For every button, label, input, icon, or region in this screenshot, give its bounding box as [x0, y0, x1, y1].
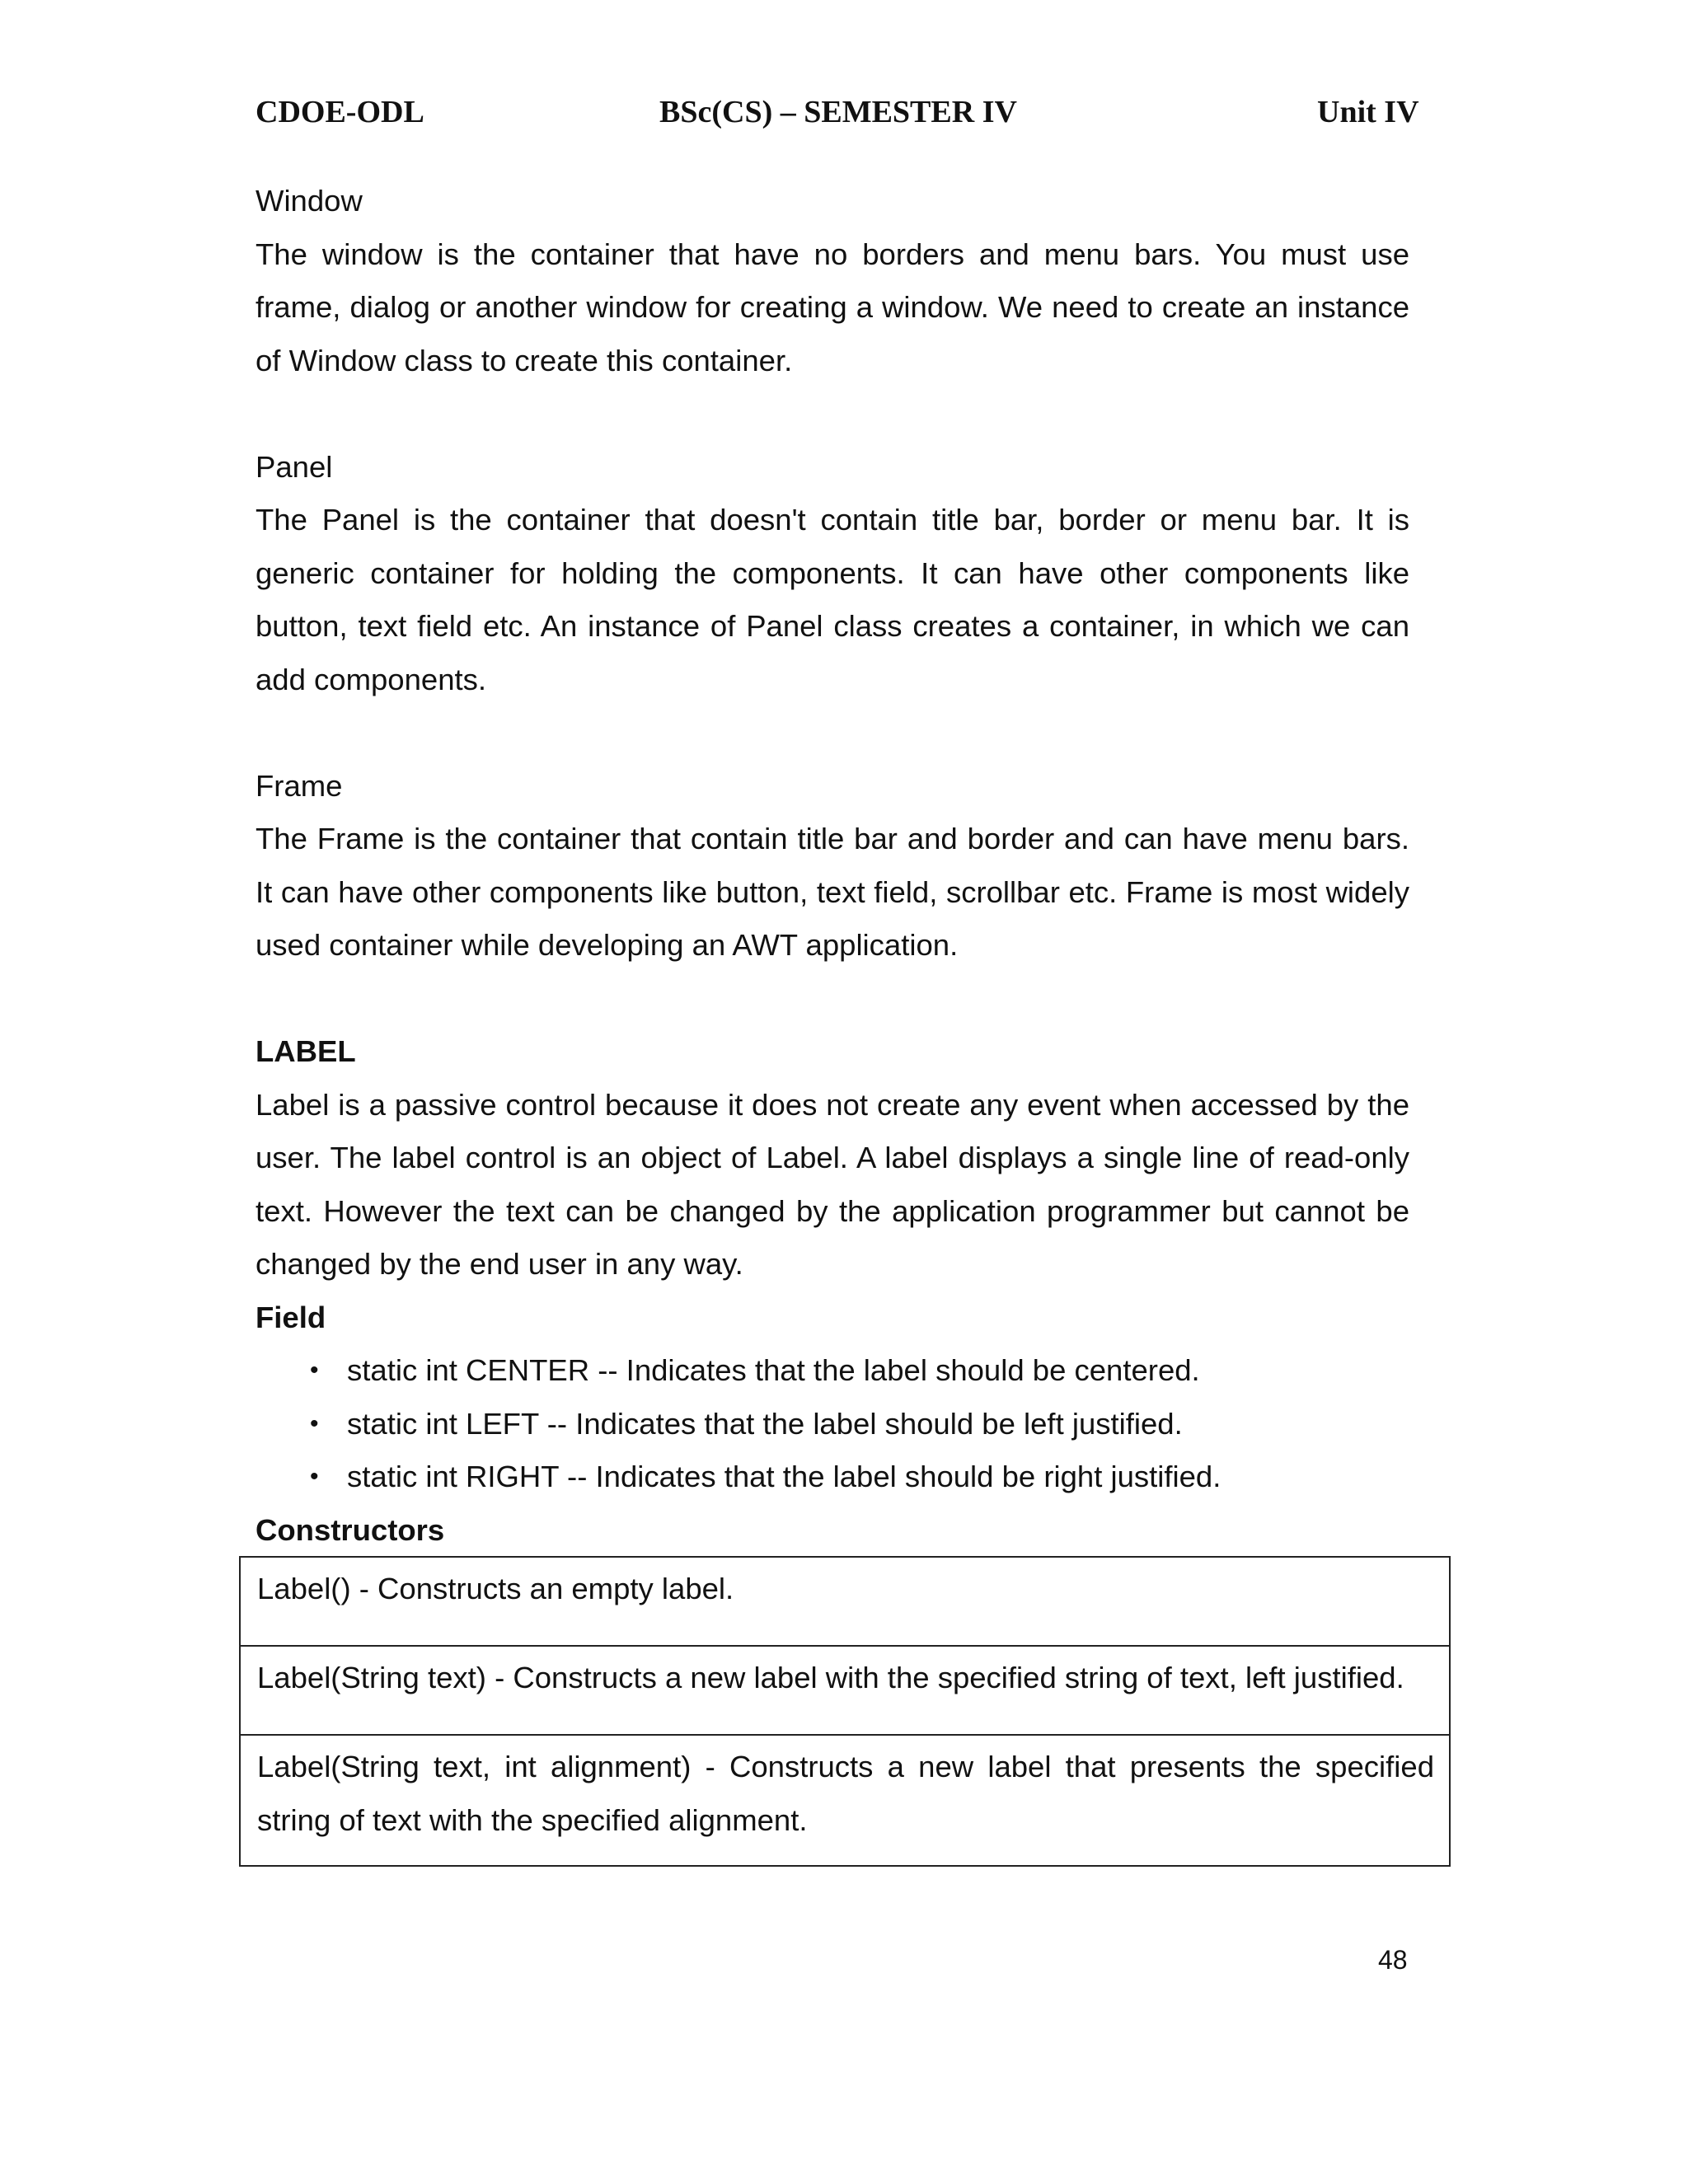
bullet-icon: •	[310, 1409, 319, 1437]
frame-heading: Frame	[256, 768, 343, 803]
table-row	[240, 1735, 1450, 1866]
panel-paragraph: The Panel is the container that doesn't contain title bar, border or menu bar. It is generic container for holding the components. It can have other components like button, text field etc. An instance of Panel class creates a container, in which we can add components.	[256, 503, 1409, 696]
field-item-text: static int RIGHT -- Indicates that the label should be right justified.	[347, 1460, 1221, 1493]
bullet-icon: •	[310, 1463, 319, 1490]
frame-paragraph: The Frame is the container that contain title bar and border and can have menu bars. It can have other components like button, text field, scrollbar etc. Frame is most widely used container while developing an AWT application.	[256, 822, 1409, 962]
list-item	[256, 1451, 1409, 1504]
header-institution: CDOE-ODL	[256, 95, 424, 129]
field-item-text: static int LEFT -- Indicates that the label should be left justified.	[347, 1406, 1183, 1441]
page-number: 48	[1378, 1945, 1408, 1975]
list-item	[256, 1344, 1409, 1398]
constructors-heading: Constructors	[256, 1512, 445, 1547]
bullet-icon: •	[310, 1357, 319, 1384]
window-paragraph: The window is the container that have no borders and menu bars. You must use frame, dialog or another window for creating a window. We need to create an instance of Window class to create this container.	[256, 237, 1409, 377]
constructors-table	[239, 1556, 1451, 1867]
table-row	[240, 1557, 1450, 1646]
table-cell: Label(String text, int alignment) - Constructs a new label that presents the specified string of text with the specified alignment.	[240, 1735, 1450, 1866]
window-heading: Window	[256, 184, 363, 218]
header-course: BSc(CS) – SEMESTER IV	[659, 95, 1017, 129]
header-unit: Unit IV	[1317, 95, 1419, 129]
field-list	[256, 1344, 1409, 1504]
table-cell: Label() - Constructs an empty label.	[240, 1557, 1450, 1646]
panel-heading: Panel	[256, 449, 333, 484]
field-item-text: static int CENTER -- Indicates that the label should be centered.	[347, 1353, 1200, 1387]
table-cell: Label(String text) - Constructs a new label with the specified string of text, left justified.	[240, 1646, 1450, 1735]
table-row	[240, 1646, 1450, 1735]
field-heading: Field	[256, 1300, 326, 1334]
label-paragraph: Label is a passive control because it does not create any event when accessed by the user. The label control is an object of Label. A label displays a single line of read-only text. However the text can be changed by the application programmer but cannot be changed by the end user in any way.	[256, 1087, 1409, 1281]
label-heading: LABEL	[256, 1034, 356, 1068]
body-content	[256, 175, 1409, 1557]
list-item	[256, 1398, 1409, 1451]
